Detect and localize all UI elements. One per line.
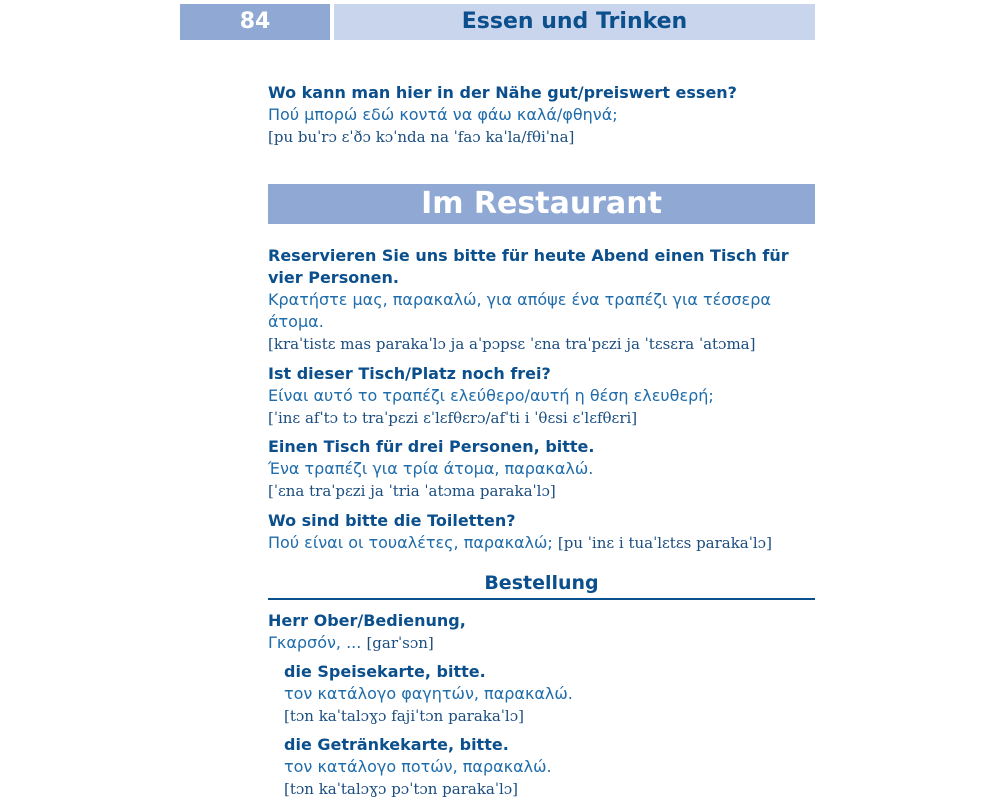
phrase-entry (268, 363, 816, 429)
phrase-greek: Κρατήστε μας, παρακαλώ, για απόψε ένα τραπέζι για τέσσερα άτομα. (268, 290, 771, 331)
order-phrase (268, 610, 816, 654)
phrase-german: Einen Tisch für drei Personen, bitte. (268, 437, 595, 456)
phrase-german: Reservieren Sie uns bitte für heute Abend einen Tisch für vier Personen. (268, 246, 789, 287)
phrase-translation-line (268, 632, 816, 654)
chapter-title: Essen und Trinken (334, 4, 815, 40)
phrase-pronunciation: [tɔn kaˈtalɔɣɔ pɔˈtɔn parakaˈlɔ] (284, 780, 519, 798)
phrase-entry (268, 245, 816, 355)
phrase-translation-line (268, 532, 816, 554)
phrase-greek: Ένα τραπέζι για τρία άτομα, παρακαλώ. (268, 459, 594, 478)
phrase-pronunciation: [ˈɛna traˈpɛzi ja ˈtria ˈatɔma parakaˈlɔ] (268, 482, 556, 500)
phrase-german: Ist dieser Tisch/Platz noch frei? (268, 364, 551, 383)
phrase-greek: Πού είναι οι τουαλέτες, παρακαλώ; (268, 533, 553, 552)
phrase-german: Wo sind bitte die Toiletten? (268, 511, 516, 530)
running-head (180, 4, 815, 40)
phrase-pronunciation: [tɔn kaˈtalɔɣɔ fajiˈtɔn parakaˈlɔ] (284, 707, 524, 725)
intro-phrase (268, 82, 816, 148)
subsection-title: Bestellung (268, 570, 815, 600)
phrase-greek: Γκαρσόν, ... (268, 633, 362, 652)
phrase-german: Wo kann man hier in der Nähe gut/preiswert essen? (268, 83, 737, 102)
phrase-pronunciation: [kraˈtistɛ mas parakaˈlɔ ja aˈpɔpsɛ ˈɛna traˈpɛzi ja ˈtɛsɛra ˈatɔma] (268, 335, 756, 353)
phrase-german: Herr Ober/Bedienung, (268, 611, 466, 630)
phrase-pronunciation: [garˈsɔn] (366, 634, 434, 652)
phrase-german: die Speisekarte, bitte. (284, 662, 486, 681)
order-item (284, 734, 816, 800)
phrase-pronunciation: [ˈinɛ afˈtɔ tɔ traˈpɛzi ɛˈlɛfθɛrɔ/afˈti i ˈθɛsi ɛˈlɛfθɛri] (268, 409, 638, 427)
phrase-pronunciation: [pu ˈinɛ i tuaˈlɛtɛs parakaˈlɔ] (557, 534, 772, 552)
phrase-german: die Getränkekarte, bitte. (284, 735, 509, 754)
phrase-pronunciation: [pu buˈrɔ ɛˈðɔ kɔˈnda na ˈfaɔ kaˈla/fθiˈna] (268, 128, 575, 146)
phrase-entry (268, 436, 816, 502)
section-title: Im Restaurant (268, 184, 815, 224)
phrase-greek: Είναι αυτό το τραπέζι ελεύθερο/αυτή η θέση ελευθερή; (268, 386, 714, 405)
phrase-greek: τον κατάλογο φαγητών, παρακαλώ. (284, 684, 573, 703)
phrase-entry (268, 510, 816, 554)
order-item (284, 661, 816, 727)
phrase-greek: Πού μπορώ εδώ κοντά να φάω καλά/φθηνά; (268, 105, 618, 124)
page-number: 84 (180, 4, 330, 40)
phrase-greek: τον κατάλογο ποτών, παρακαλώ. (284, 757, 552, 776)
